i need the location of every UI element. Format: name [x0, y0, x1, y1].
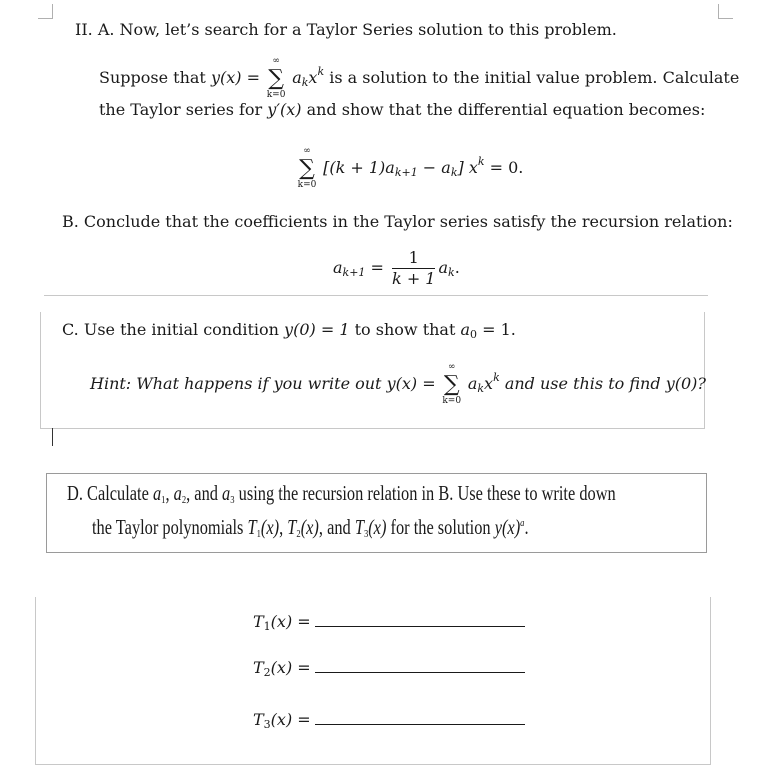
partD-line2: the Taylor polynomials $T_1(x)$, $T_2(x)$, and $T_3(x)$ for the solution $y(x)^a$. [92, 515, 529, 540]
suppose-prefix: Suppose that [99, 68, 206, 87]
answer-t2: $T_2(x)$ = [253, 658, 525, 683]
page-corner-top-left [38, 4, 53, 19]
series-equation: ∞ ∑ k=0 $[(k + 1)a_{k+1} - a_k]$ $x^k = 0$. [297, 145, 524, 190]
partC-box-bottom [40, 428, 705, 429]
derivative-fn: y′(x) [267, 100, 302, 119]
partD-line1: D. Calculate $a_1$, $a_2$, and $a_3$ using the recursion relation in B. Use these to write down [67, 481, 616, 506]
partB-text: B. Conclude that the coefficients in the Taylor series satisfy the recursion relation: [62, 212, 733, 231]
answer-t3: $T_3(x)$ = [253, 710, 525, 735]
recursion-fraction: $\frac{1}{k + 1}$ [392, 248, 436, 288]
text-cursor [52, 428, 53, 446]
partC-text: C. Use the initial condition y(0) = 1 to show that $a_0 = 1$. [62, 320, 516, 341]
suppose-fn: y(x) = [210, 68, 260, 87]
sum-symbol: ∞ ∑ k=0 [297, 145, 317, 190]
partC-box-left [40, 312, 41, 428]
part2-suppose-line: Suppose that y(x) = ∞ ∑ k=0 $a_kx^k$ is a solution to the initial value problem. Calculate [99, 55, 740, 100]
recursion-relation: $a_{k+1}$ = $\frac{1}{k + 1}$ $a_k$. [333, 248, 460, 288]
partC-hint: Hint: What happens if you write out y(x) = ∞ ∑ k=0 $a_kx^k$ and use this to find y(0)? [90, 361, 706, 406]
answer-t1: $T_1(x)$ = [253, 612, 525, 637]
divider-line [44, 295, 708, 296]
answer-box-right [710, 597, 711, 765]
answer-t2-blank[interactable] [315, 658, 525, 673]
answer-box-left [35, 597, 36, 765]
suppose-suffix: is a solution to the initial value problem. Calculate [329, 68, 740, 87]
part2-heading: II. A. Now, let’s search for a Taylor Series solution to this problem. [75, 20, 617, 39]
sum-symbol: ∞ ∑ k=0 [442, 361, 462, 406]
answer-t1-blank[interactable] [315, 612, 525, 627]
answer-t3-blank[interactable] [315, 710, 525, 725]
answer-box-bottom [35, 764, 711, 765]
page-corner-top-right [718, 4, 733, 19]
sum-symbol: ∞ ∑ k=0 [266, 55, 286, 100]
part2-line3: the Taylor series for y′(x) and show that the differential equation becomes: [99, 100, 706, 119]
